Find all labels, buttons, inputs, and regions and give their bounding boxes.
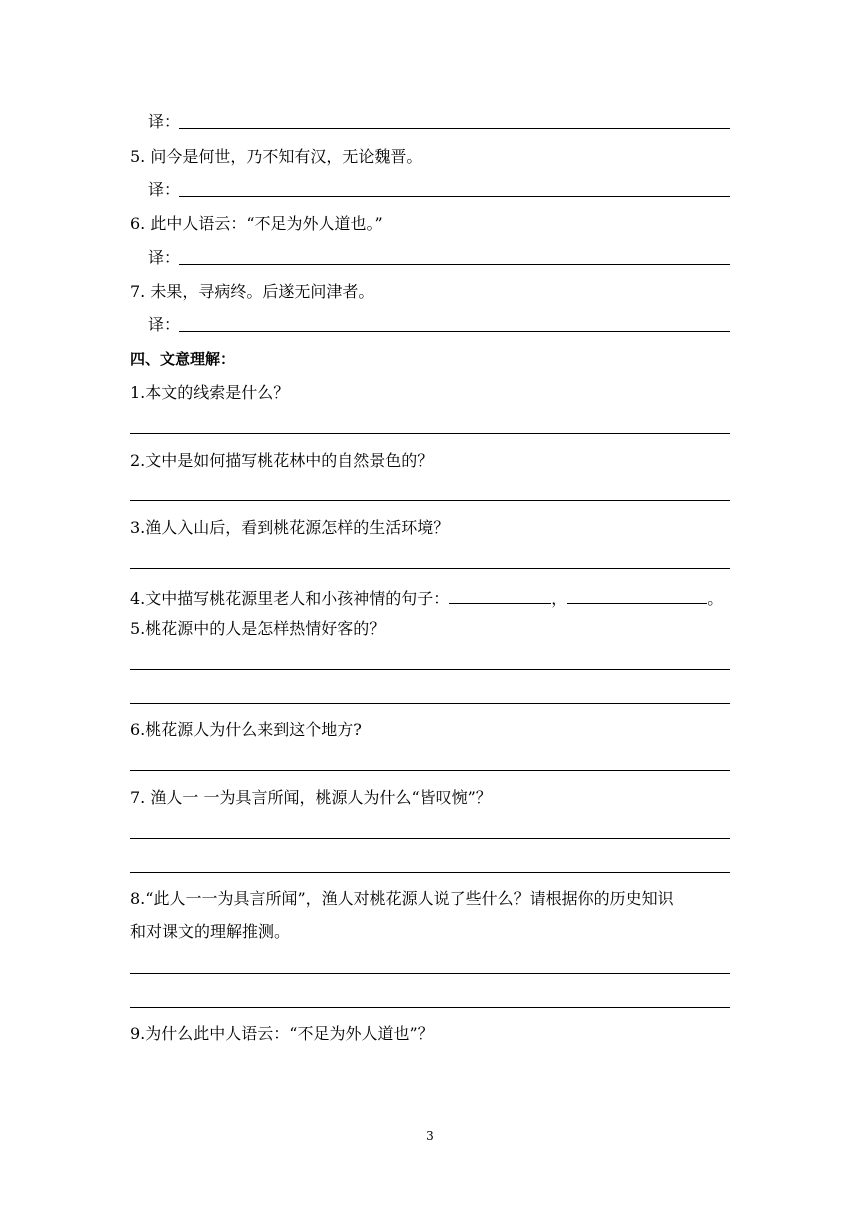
answer-line[interactable] bbox=[179, 264, 730, 265]
period: 。 bbox=[707, 589, 724, 608]
question-8-line-2: 和对课文的理解推测。 bbox=[130, 922, 291, 941]
section-heading: 四、文意理解： bbox=[130, 350, 236, 368]
question-2: 2.文中是如何描写桃花林中的自然景色的？ bbox=[130, 451, 434, 470]
answer-line[interactable] bbox=[130, 770, 730, 771]
answer-line[interactable] bbox=[130, 500, 730, 501]
comma: ， bbox=[551, 589, 568, 608]
answer-line[interactable] bbox=[179, 331, 730, 332]
question-4 bbox=[130, 586, 723, 609]
question-1: 1.本文的线索是什么？ bbox=[130, 383, 290, 402]
translation-label: 译： bbox=[148, 248, 181, 267]
page-number: 3 bbox=[426, 1129, 434, 1143]
translation-label: 译： bbox=[148, 315, 181, 334]
sentence-5: 5. 问今是何世，乃不知有汉，无论魏晋。 bbox=[130, 147, 423, 166]
answer-line[interactable] bbox=[130, 872, 730, 873]
question-7: 7. 渔人一 一为具言所闻，桃源人为什么“皆叹惋”？ bbox=[130, 788, 492, 807]
question-4-text: 4.文中描写桃花源里老人和小孩神情的句子： bbox=[130, 589, 450, 608]
sentence-6: 6. 此中人语云：“不足为外人道也。” bbox=[130, 214, 383, 233]
answer-line[interactable] bbox=[179, 196, 730, 197]
answer-line[interactable] bbox=[130, 433, 730, 434]
answer-line[interactable] bbox=[130, 669, 730, 670]
question-9: 9.为什么此中人语云：“不足为外人道也”？ bbox=[130, 1024, 434, 1043]
question-3: 3.渔人入山后，看到桃花源怎样的生活环境？ bbox=[130, 518, 450, 537]
answer-line[interactable] bbox=[130, 568, 730, 569]
answer-line[interactable] bbox=[179, 128, 730, 129]
question-6: 6.桃花源人为什么来到这个地方? bbox=[130, 720, 362, 739]
sentence-7: 7. 未果，寻病终。后遂无问津者。 bbox=[130, 282, 375, 301]
answer-line[interactable] bbox=[130, 703, 730, 704]
question-8-line-1: 8.“此人一一为具言所闻”，渔人对桃花源人说了些什么？请根据你的历史知识 bbox=[130, 889, 674, 908]
translation-label: 译： bbox=[148, 180, 181, 199]
answer-line[interactable] bbox=[130, 973, 730, 974]
answer-line[interactable] bbox=[130, 838, 730, 839]
answer-line[interactable] bbox=[130, 1007, 730, 1008]
fill-blank-1[interactable] bbox=[449, 586, 551, 604]
question-5: 5.桃花源中的人是怎样热情好客的？ bbox=[130, 619, 386, 638]
fill-blank-2[interactable] bbox=[567, 586, 707, 604]
translation-label: 译： bbox=[148, 112, 181, 131]
